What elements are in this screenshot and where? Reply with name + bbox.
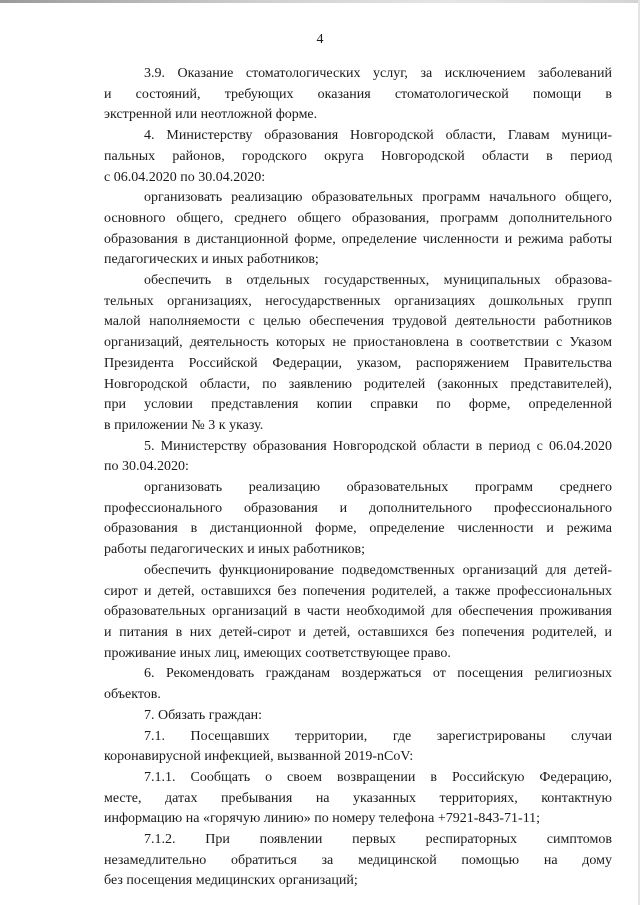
paragraph-line: при условии представления копии справки по форме, определенной [104,397,612,413]
paragraph-line: в приложении № 3 к указу. [104,417,264,433]
paragraph-7-1 [104,727,612,768]
paragraph-line: 7.1.2. При появлении первых респираторных симптомов [144,832,612,848]
paragraph-line: с 06.04.2020 по 30.04.2020: [104,169,266,185]
paragraph-7 [104,706,612,727]
paragraph-line: 7.1.1. Сообщать о своем возвращении в Российскую Федерацию, [144,769,612,785]
paragraph-line: 5. Министерству образования Новгородской области в период с 06.04.2020 [144,438,612,454]
paragraph-5 [104,437,612,478]
paragraph-line: основного общего, среднего общего образования, программ дополнительного [104,210,612,226]
paragraph-line: организаций, деятельность которых не приостановлена в соответствии с Указом [104,335,612,351]
paragraph-line: пальных районов, городского округа Новгородской области в период [104,148,612,164]
document-body [104,64,612,892]
paragraph-line: 4. Министерству образования Новгородской области, Главам муници- [144,128,612,144]
paragraph-line: и состояний, требующих оказания стоматологической помощи в [104,86,612,102]
paragraph-line: малой наполняемости с целью обеспечения трудовой деятельности работников [104,314,612,330]
paragraph-line: организовать реализацию образовательных программ среднего [144,480,612,496]
paragraph-line: по 30.04.2020: [104,459,189,475]
paragraph-line: 3.9. Оказание стоматологических услуг, за исключением заболеваний [144,66,612,81]
paragraph-line: организовать реализацию образовательных программ начального общего, [144,190,612,206]
paragraph-line: сирот и детей, оставшихся без попечения родителей, а также профессиональных [104,583,612,599]
paragraph-line: обеспечить в отдельных государственных, муниципальных образова- [144,273,612,289]
paragraph-line: образования в дистанционной форме, определение численности и режима работы [104,231,612,247]
paragraph-line: Новгородской области, по заявлению родителей (законных представителей), [104,376,612,392]
paragraph-line: 7.1. Посещавших территории, где зарегистрированы случаи [144,728,612,744]
paragraph-line: 6. Рекомендовать гражданам воздержаться от посещения религиозных [144,666,612,682]
scan-top-edge [0,0,640,3]
paragraph-7-1-2 [104,830,612,892]
paragraph-line: коронавирусной инфекцией, вызванной 2019-nCoV: [104,749,414,765]
paragraph-line: работы педагогических и иных работников; [104,542,366,558]
paragraph-line: проживание иных лиц, имеющих соответствующее право. [104,645,451,661]
paragraph-line: информацию на «горячую линию» по номеру телефона +7921-843-71-11; [104,811,541,827]
paragraph-line: объектов. [104,687,161,703]
paragraph-line: экстренной или неотложной форме. [104,107,318,123]
paragraph-line: образования в дистанционной форме, определение численности и режима [104,521,612,537]
paragraph-line: педагогических и иных работников; [104,252,319,268]
paragraph-line: образовательных организаций в части необходимой для обеспечения проживания [104,604,612,620]
paragraph-line: и питания в них детей-сирот и детей, оставшихся без попечения родителей, и [104,624,612,640]
paragraph-4-ensure [104,271,612,437]
paragraph-line: профессионального образования и дополнительного профессионального [104,500,612,516]
paragraph-4-organize [104,188,612,271]
paragraph-5-ensure [104,561,612,665]
paragraph-line: 7. Обязать граждан: [144,707,263,723]
paragraph-6 [104,664,612,705]
paragraph-7-1-1 [104,768,612,830]
paragraph-5-organize [104,478,612,561]
paragraph-line: месте, датах пребывания на указанных территориях, контактную [104,790,612,806]
paragraph-4 [104,126,612,188]
paragraph-line: обеспечить функционирование подведомственных организаций для детей- [144,562,612,578]
paragraph-line: незамедлительно обратиться за медицинской помощью на дому [104,852,612,868]
paragraph-line: тельных организациях, негосударственных организациях дошкольных групп [104,293,612,309]
paragraph-3-9 [104,64,612,126]
paragraph-line: без посещения медицинских организаций; [104,873,358,889]
page-number: 4 [316,32,324,47]
paragraph-line: Президента Российской Федерации, указом, распоряжением Правительства [104,355,612,371]
